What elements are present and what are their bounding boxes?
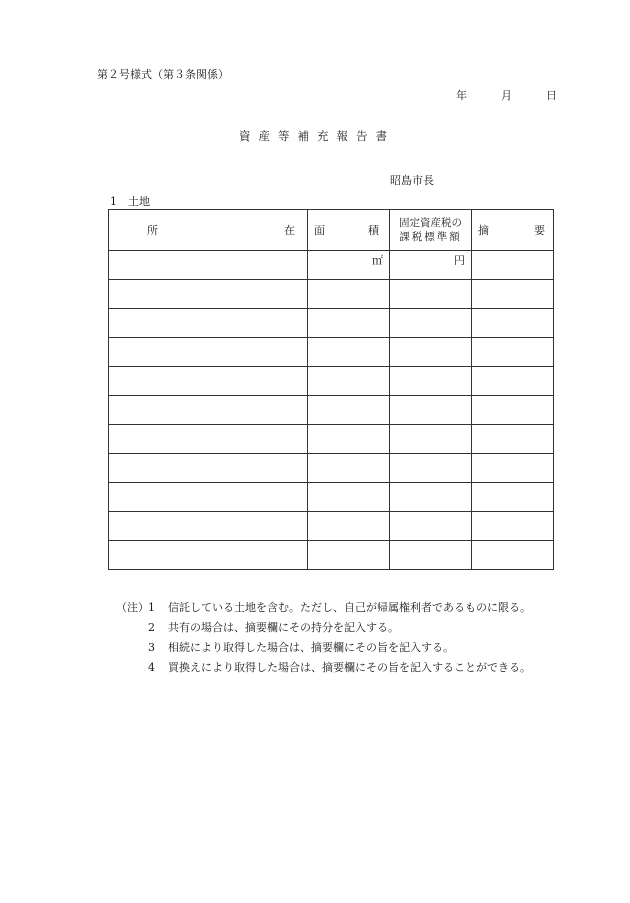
area-cell[interactable]	[308, 396, 390, 425]
section-heading: 1 土地	[110, 195, 150, 208]
table-row	[109, 396, 554, 425]
location-cell[interactable]	[109, 454, 308, 483]
tax-unit: 円	[454, 254, 465, 267]
table-row	[109, 454, 554, 483]
tax-cell[interactable]	[390, 454, 472, 483]
note-number: 2	[148, 621, 155, 634]
remarks-cell[interactable]	[472, 280, 554, 309]
tax-header-line1: 固定資産税の	[399, 217, 462, 229]
area-cell[interactable]	[308, 483, 390, 512]
tax-cell[interactable]	[390, 483, 472, 512]
remarks-cell[interactable]	[472, 512, 554, 541]
table-row	[109, 309, 554, 338]
note-number: 3	[148, 641, 155, 654]
area-cell[interactable]	[308, 280, 390, 309]
date-day: 日	[546, 89, 557, 102]
table-row	[109, 425, 554, 454]
note-text: 相続により取得した場合は、摘要欄にその旨を記入する。	[168, 641, 454, 654]
tax-cell[interactable]	[390, 512, 472, 541]
tax-cell[interactable]	[390, 338, 472, 367]
location-cell[interactable]	[109, 367, 308, 396]
date-line	[456, 87, 557, 103]
remarks-cell[interactable]	[472, 251, 554, 280]
note-text: 信託している土地を含む。ただし、自己が帰属権利者であるものに限る。	[168, 601, 531, 614]
area-cell[interactable]	[308, 454, 390, 483]
form-number: 第２号様式（第３条関係）	[97, 68, 229, 81]
column-header-location	[109, 210, 308, 251]
location-cell[interactable]	[109, 483, 308, 512]
table-row	[109, 367, 554, 396]
location-cell[interactable]	[109, 396, 308, 425]
area-cell[interactable]	[308, 367, 390, 396]
location-cell[interactable]	[109, 512, 308, 541]
document-title: 資産等補充報告書	[239, 129, 395, 143]
remarks-cell[interactable]	[472, 483, 554, 512]
tax-cell[interactable]	[390, 425, 472, 454]
area-cell[interactable]	[308, 541, 390, 570]
note-item	[116, 660, 531, 680]
column-header-tax-base	[390, 210, 472, 251]
note-item	[116, 620, 531, 640]
note-number: 1	[148, 601, 155, 614]
table-row	[109, 280, 554, 309]
tax-cell[interactable]	[390, 280, 472, 309]
location-cell[interactable]	[109, 425, 308, 454]
remarks-cell[interactable]	[472, 425, 554, 454]
column-header-area	[308, 210, 390, 251]
table-row	[109, 483, 554, 512]
location-header-right: 在	[284, 224, 295, 237]
area-cell[interactable]	[308, 251, 390, 280]
note-item	[116, 640, 531, 660]
land-table	[108, 209, 554, 570]
date-month: 月	[501, 89, 512, 102]
area-cell[interactable]	[308, 338, 390, 367]
table-row	[109, 251, 554, 280]
note-text: 共有の場合は、摘要欄にその持分を記入する。	[168, 621, 399, 634]
note-number: 4	[148, 661, 155, 674]
tax-cell[interactable]	[390, 251, 472, 280]
column-header-remarks	[472, 210, 554, 251]
area-cell[interactable]	[308, 512, 390, 541]
tax-header-line2: 課税標準額	[399, 231, 462, 243]
location-cell[interactable]	[109, 338, 308, 367]
notes	[116, 600, 531, 680]
note-item	[116, 600, 531, 620]
area-header-right: 積	[368, 224, 379, 237]
note-text: 買換えにより取得した場合は、摘要欄にその旨を記入することができる。	[168, 661, 531, 674]
area-cell[interactable]	[308, 425, 390, 454]
area-cell[interactable]	[308, 309, 390, 338]
remarks-header-left: 摘	[478, 224, 489, 237]
tax-cell[interactable]	[390, 309, 472, 338]
location-cell[interactable]	[109, 251, 308, 280]
tax-cell[interactable]	[390, 367, 472, 396]
location-header-left: 所	[147, 224, 158, 237]
date-year: 年	[456, 89, 467, 102]
table-header-row	[109, 210, 554, 251]
tax-cell[interactable]	[390, 541, 472, 570]
location-cell[interactable]	[109, 541, 308, 570]
notes-prefix: （注）	[116, 601, 149, 614]
area-header-left: 面	[314, 224, 325, 237]
area-unit: ㎡	[372, 254, 383, 267]
remarks-cell[interactable]	[472, 367, 554, 396]
tax-cell[interactable]	[390, 396, 472, 425]
remarks-header-right: 要	[534, 224, 545, 237]
location-cell[interactable]	[109, 309, 308, 338]
remarks-cell[interactable]	[472, 338, 554, 367]
addressee: 昭島市長	[390, 174, 434, 187]
remarks-cell[interactable]	[472, 396, 554, 425]
remarks-cell[interactable]	[472, 541, 554, 570]
remarks-cell[interactable]	[472, 309, 554, 338]
table-row	[109, 541, 554, 570]
remarks-cell[interactable]	[472, 454, 554, 483]
table-row	[109, 512, 554, 541]
location-cell[interactable]	[109, 280, 308, 309]
table-row	[109, 338, 554, 367]
